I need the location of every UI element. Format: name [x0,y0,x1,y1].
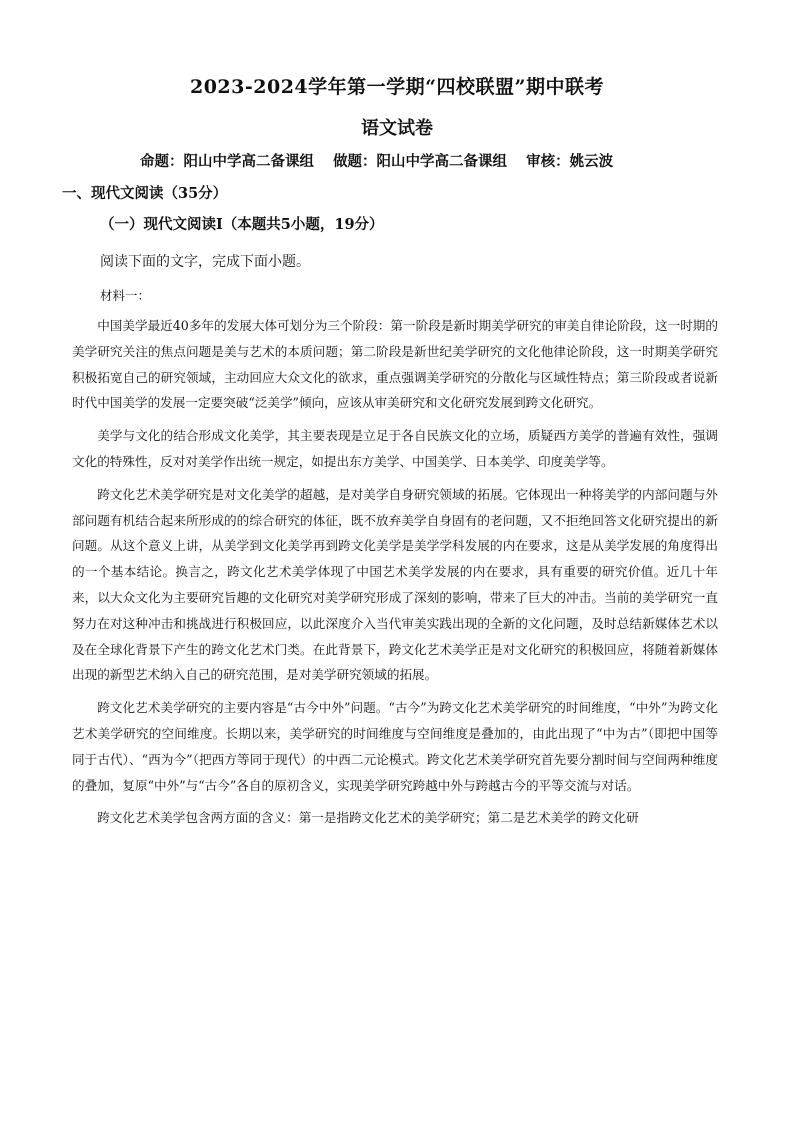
credit-maker: 做题：阳山中学高二备课组 [333,153,508,170]
credit-author: 命题：阳山中学高二备课组 [140,153,314,170]
section-heading-1: 一、现代文阅读（35分） [62,185,228,202]
passage-paragraph: 中国美学最近40多年的发展大体可划分为三个阶段：第一阶段是新时期美学研究的审美自律论阶段，这一时期的美学研究关注的焦点问题是美与艺术的本质问题；第二阶段是新世纪美学研究的文化他律论阶段，这一时期美学研究积极拓宽自己的研究领域，主动回应大众文化的欲求，重点强调美学研究的分散化与区域性特点；第三阶段或者说新时代中国美学的发展一定要突破“泛美学”倾向，应该从审美研究和文化研究发展到跨文化研究。 [72,318,718,411]
section-heading-2: （一）现代文阅读Ⅰ（本题共5小题，19分） [100,216,384,233]
passage-body [72,313,718,838]
passage-paragraph: 跨文化艺术美学研究是对文化美学的超越，是对美学自身研究领域的拓展。它体现出一种将美学的内部问题与外部问题有机结合起来所形成的的综合研究的体征，既不放弃美学自身固有的老问题，又不拒绝回答文化研究提出的新问题。从这个意义上讲，从美学到文化美学再到跨文化美学是美学学科发展的内在要求，这是从美学发展的角度得出的一个基本结论。换言之，跨文化艺术美学体现了中国艺术美学发展的内在要求，具有重要的研究价值。近几十年来，以大众文化为主要研究旨趣的文化研究对美学研究形成了深刻的影响，带来了巨大的冲击。当前的美学研究一直努力在对这种冲击和挑战进行积极回应，以此深度介入当代审美实践出现的全新的文化问题，及时总结新媒体艺术以及在全球化背景下产生的跨文化艺术门类。在此背景下，跨文化艺术美学正是对文化研究的积极回应，将随着新媒体出现的新型艺术纳入自己的研究范围，是对美学研究领域的拓展。 [72,486,718,683]
reading-instruction: 阅读下面的文字，完成下面小题。 [100,254,310,270]
passage-paragraph: 跨文化艺术美学研究的主要内容是“古今中外”问题。“古今”为跨文化艺术美学研究的时间维度，“中外”为跨文化艺术美学研究的空间维度。长期以来，美学研究的时间维度与空间维度是叠加的，由此出现了“中为古”（即把中国等同于古代）、“西为今”（把西方等同于现代）的中西二元论模式。跨文化艺术美学研究首先要分割时间与空间两种维度的叠加，复原“中外”与“古今”各自的原初含义，实现美学研究跨越中外与跨越古今的平等交流与对话。 [72,700,718,793]
passage-paragraph: 美学与文化的结合形成文化美学，其主要表现是立足于各自民族文化的立场，质疑西方美学的普遍有效性，强调文化的特殊性，反对对美学作出统一规定，如提出东方美学、中国美学、日本美学、印度美学等。 [72,428,718,469]
passage-paragraph: 跨文化艺术美学包含两方面的含义：第一是指跨文化艺术的美学研究；第二是艺术美学的跨文化研 [97,810,639,826]
credit-reviewer: 审核：姚云波 [526,153,614,170]
material-label: 材料一： [100,288,151,303]
exam-subtitle: 语文试卷 [361,118,433,139]
exam-credits [140,150,700,171]
exam-title: 2023-2024学年第一学期“四校联盟”期中联考 [189,76,604,98]
